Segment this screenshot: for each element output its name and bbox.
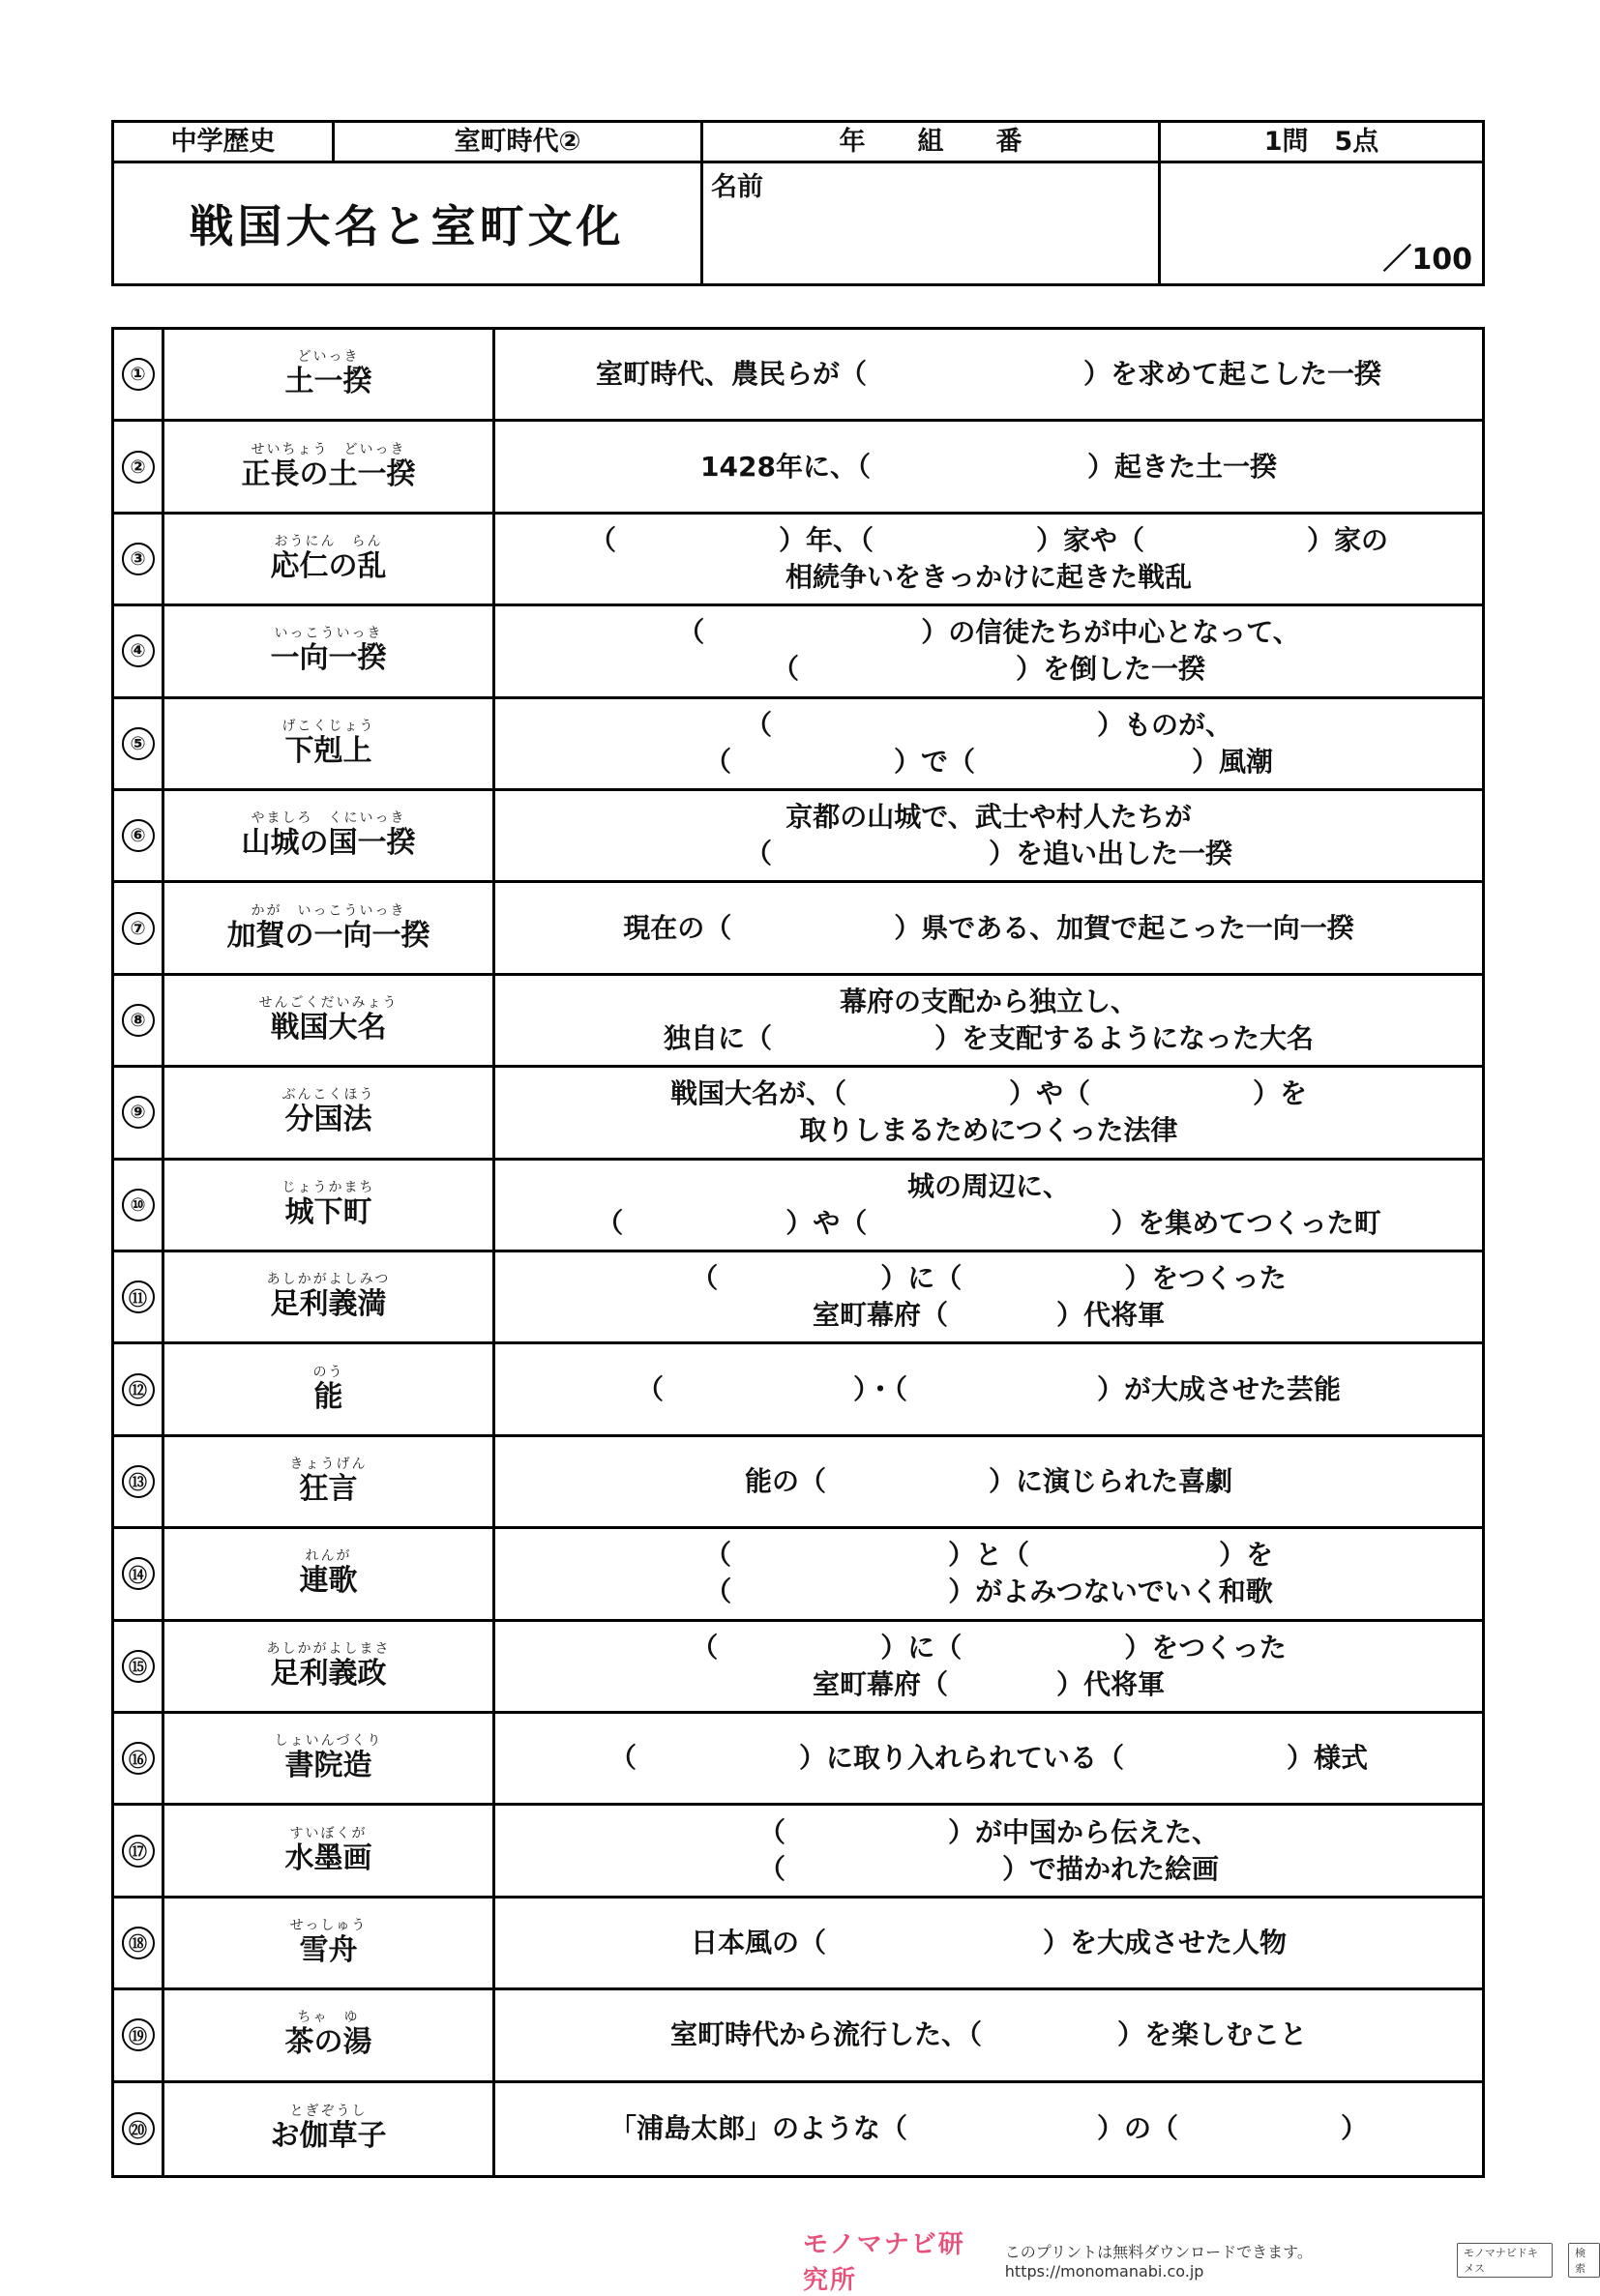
term-word: 一向一揆 [270, 641, 387, 676]
term-word: 水墨画 [284, 1840, 372, 1875]
term-furigana: とぎぞうし [289, 2104, 368, 2120]
table-row [114, 1806, 1482, 1898]
question-number: ⑮ [122, 1650, 155, 1683]
description-cell [495, 330, 1482, 419]
description-cell [495, 422, 1482, 511]
question-number: ⑭ [122, 1557, 155, 1590]
description-line: （ ）を倒した一揆 [771, 653, 1205, 686]
term-furigana: げこくじょう [281, 718, 375, 734]
description-cell [495, 1529, 1482, 1618]
question-number-cell [114, 515, 164, 603]
search-button[interactable]: 検索 [1568, 2243, 1600, 2278]
question-number: ② [122, 451, 155, 484]
description-line: （ ）がよみつないでいく和歌 [704, 1575, 1273, 1608]
divider [1158, 123, 1161, 283]
term-word: 応仁の乱 [270, 548, 387, 583]
term-cell [164, 2083, 495, 2175]
term-word: 城下町 [284, 1194, 372, 1229]
question-number-cell [114, 791, 164, 880]
table-row [114, 1622, 1482, 1714]
publisher-logo: モノマナビ研究所 [803, 2230, 965, 2295]
description-cell [495, 699, 1482, 788]
question-number: ⑱ [122, 1927, 155, 1959]
term-cell [164, 791, 495, 880]
divider [332, 123, 335, 163]
question-number: ⑥ [122, 819, 155, 852]
description-cell [495, 1437, 1482, 1526]
description-line: 独自に（ ）を支配するようになった大名 [663, 1021, 1314, 1054]
term-word: 雪舟 [299, 1932, 358, 1967]
term-furigana: どいっき [297, 349, 360, 366]
table-row [114, 1161, 1482, 1252]
worksheet-title: 戦国大名と室町文化 [189, 200, 625, 252]
score-total: ／100 [1382, 243, 1472, 277]
description-cell [495, 1806, 1482, 1895]
question-number: ① [122, 358, 155, 391]
description-cell [495, 515, 1482, 603]
description-line: 室町時代から流行した、（ ）を楽しむこと [669, 2018, 1307, 2051]
description-cell [495, 1344, 1482, 1433]
question-number: ⑬ [122, 1465, 155, 1498]
term-cell [164, 330, 495, 419]
question-number: ⑩ [122, 1189, 155, 1222]
description-cell [495, 1252, 1482, 1341]
description-line: （ ）で描かれた絵画 [757, 1852, 1219, 1885]
question-number-cell [114, 1344, 164, 1433]
description-line: （ ）年、（ ）家や（ ）家の [588, 523, 1388, 556]
term-furigana: せいちょう どいっき [251, 441, 406, 457]
term-cell [164, 422, 495, 511]
table-row [114, 1990, 1482, 2082]
description-line: 室町幕府（ ）代将軍 [812, 1667, 1165, 1700]
description-line: 日本風の（ ）を大成させた人物 [690, 1926, 1287, 1958]
term-cell [164, 883, 495, 972]
description-line: 幕府の支配から独立し、 [839, 985, 1138, 1017]
description-line: （ ）・（ ）が大成させた芸能 [636, 1372, 1341, 1405]
table-row [114, 1529, 1482, 1621]
divider [700, 123, 703, 283]
term-cell [164, 1899, 495, 1987]
question-number-cell [114, 1529, 164, 1618]
term-cell [164, 1161, 495, 1250]
table-row [114, 699, 1482, 791]
question-number-cell [114, 422, 164, 511]
question-number: ⑫ [122, 1373, 155, 1406]
term-word: 連歌 [299, 1564, 358, 1599]
description-line: （ ）や（ ）を集めてつくった町 [596, 1206, 1381, 1239]
term-word: 山城の国一揆 [241, 826, 416, 861]
term-word: 能 [313, 1379, 343, 1414]
footer-note: このプリントは無料ダウンロードできます。https://monomanabi.co.jp [1004, 2243, 1313, 2281]
term-furigana: やましろ くにいっき [251, 810, 406, 827]
question-number-cell [114, 1806, 164, 1895]
description-cell [495, 606, 1482, 695]
description-line: 現在の（ ）県である、加賀で起こった一向一揆 [623, 911, 1354, 944]
description-cell [495, 2083, 1482, 2175]
term-furigana: せんごくだいみょう [258, 994, 399, 1011]
term-word: 茶の湯 [284, 2025, 372, 2060]
description-cell [495, 1622, 1482, 1711]
description-line: （ ）に取り入れられている（ ）様式 [608, 1742, 1368, 1775]
description-line: （ ）を追い出した一揆 [744, 838, 1232, 870]
unit-label: 室町時代② [454, 127, 581, 157]
term-cell [164, 1344, 495, 1433]
term-furigana: のう [312, 1364, 344, 1380]
description-line: 室町時代、農民らが（ ）を求めて起こした一揆 [595, 358, 1381, 391]
term-cell [164, 1622, 495, 1711]
question-number-cell [114, 1714, 164, 1803]
table-row [114, 1899, 1482, 1990]
table-row [114, 330, 1482, 422]
question-number: ③ [122, 543, 155, 575]
table-row [114, 606, 1482, 698]
question-number: ⑤ [122, 727, 155, 760]
term-furigana: ぶんこくほう [281, 1087, 375, 1104]
description-line: （ ）に（ ）をつくった [691, 1631, 1287, 1663]
table-row [114, 976, 1482, 1068]
term-cell [164, 1806, 495, 1895]
description-line: 能の（ ）に演じられた喜劇 [744, 1464, 1232, 1497]
term-furigana: あしかがよしみつ [266, 1272, 391, 1288]
term-furigana: じょうかまち [281, 1179, 375, 1195]
term-cell [164, 1714, 495, 1803]
table-row [114, 883, 1482, 975]
term-furigana: せっしゅう [289, 1917, 368, 1933]
question-number: ⑯ [122, 1742, 155, 1775]
term-furigana: しょいんづくり [274, 1733, 383, 1750]
term-furigana: あしかがよしまさ [266, 1640, 391, 1657]
question-number-cell [114, 1068, 164, 1157]
footer [803, 2224, 1600, 2296]
description-cell [495, 1714, 1482, 1803]
term-word: 書院造 [284, 1749, 372, 1783]
term-cell [164, 1068, 495, 1157]
question-number-cell [114, 2083, 164, 2175]
term-furigana: いっこういっき [274, 626, 383, 642]
description-line: （ ）で（ ）風潮 [703, 745, 1273, 778]
description-line: 室町幕府（ ）代将軍 [812, 1299, 1165, 1332]
question-number: ⑳ [122, 2112, 155, 2145]
term-furigana: おうにん らん [274, 533, 383, 549]
question-number-cell [114, 1990, 164, 2079]
term-cell [164, 515, 495, 603]
question-number: ⑦ [122, 912, 155, 945]
description-line: （ ）に（ ）をつくった [691, 1262, 1287, 1295]
description-line: 戦国大名が、（ ）や（ ）を [669, 1077, 1307, 1110]
question-number-cell [114, 976, 164, 1065]
points-label: 1問 5点 [1263, 127, 1379, 157]
question-number: ⑲ [122, 2018, 155, 2051]
term-word: 戦国大名 [270, 1010, 387, 1045]
question-number: ⑨ [122, 1096, 155, 1129]
description-cell [495, 883, 1482, 972]
description-cell [495, 1899, 1482, 1987]
question-number: ④ [122, 634, 155, 667]
term-cell [164, 976, 495, 1065]
term-word: 土一揆 [284, 365, 372, 399]
description-cell [495, 976, 1482, 1065]
name-label: 名前 [711, 172, 763, 202]
question-number-cell [114, 1252, 164, 1341]
description-line: 取りしまるためにつくった法律 [799, 1114, 1178, 1147]
question-number-cell [114, 699, 164, 788]
question-number-cell [114, 606, 164, 695]
term-cell [164, 606, 495, 695]
description-line: （ ）の信徒たちが中心となって、 [677, 616, 1300, 649]
question-number-cell [114, 883, 164, 972]
term-furigana: ちゃ ゆ [297, 2010, 360, 2026]
worksheet-header [111, 120, 1485, 286]
term-word: 正長の土一揆 [241, 456, 416, 491]
description-line: （ ）と（ ）を [703, 1539, 1273, 1572]
description-cell [495, 1161, 1482, 1250]
term-furigana: すいぼくが [289, 1825, 368, 1841]
term-cell [164, 1990, 495, 2079]
term-word: 狂言 [299, 1471, 358, 1506]
term-cell [164, 1252, 495, 1341]
term-word: 加賀の一向一揆 [226, 918, 430, 953]
term-word: 足利義満 [270, 1287, 387, 1322]
question-number: ⑧ [122, 1004, 155, 1037]
question-number-cell [114, 1437, 164, 1526]
question-number-cell [114, 1622, 164, 1711]
subject-label: 中学歴史 [170, 127, 276, 157]
question-number: ⑰ [122, 1835, 155, 1868]
table-row [114, 791, 1482, 883]
table-row [114, 1437, 1482, 1529]
description-cell [495, 1990, 1482, 2079]
description-cell [495, 1068, 1482, 1157]
term-cell [164, 1437, 495, 1526]
term-furigana: きょうげん [289, 1456, 368, 1472]
description-line: 相続争いをきっかけに起きた戦乱 [785, 560, 1192, 593]
term-furigana: かが いっこういっき [251, 902, 406, 919]
description-line: （ ）ものが、 [744, 708, 1232, 741]
term-furigana: れんが [305, 1548, 352, 1565]
question-number-cell [114, 1161, 164, 1250]
description-line: 城の周辺に、 [906, 1169, 1070, 1202]
search-box-button[interactable]: モノマナビドキメス [1457, 2243, 1553, 2278]
table-row [114, 422, 1482, 514]
table-row [114, 1068, 1482, 1160]
term-word: 分国法 [284, 1103, 372, 1137]
description-cell [495, 791, 1482, 880]
table-row [114, 515, 1482, 606]
term-word: 下剋上 [284, 733, 372, 768]
table-row [114, 1252, 1482, 1344]
description-line: 1428年に、（ ）起きた土一揆 [700, 450, 1277, 483]
question-number-cell [114, 330, 164, 419]
table-row [114, 1344, 1482, 1436]
term-word: 足利義政 [270, 1656, 387, 1691]
table-row [114, 1714, 1482, 1806]
question-number: ⑪ [122, 1280, 155, 1313]
term-cell [164, 1529, 495, 1618]
table-row [114, 2083, 1482, 2175]
term-cell [164, 699, 495, 788]
description-line: 京都の山城で、武士や村人たちが [785, 801, 1192, 834]
description-line: （ ）が中国から伝えた、 [757, 1815, 1219, 1848]
term-word: お伽草子 [270, 2119, 387, 2154]
class-label: 年 組 番 [839, 127, 1022, 157]
question-table [111, 327, 1485, 2178]
question-number-cell [114, 1899, 164, 1987]
description-line: 「浦島太郎」のような（ ）の（ ） [608, 2112, 1368, 2145]
